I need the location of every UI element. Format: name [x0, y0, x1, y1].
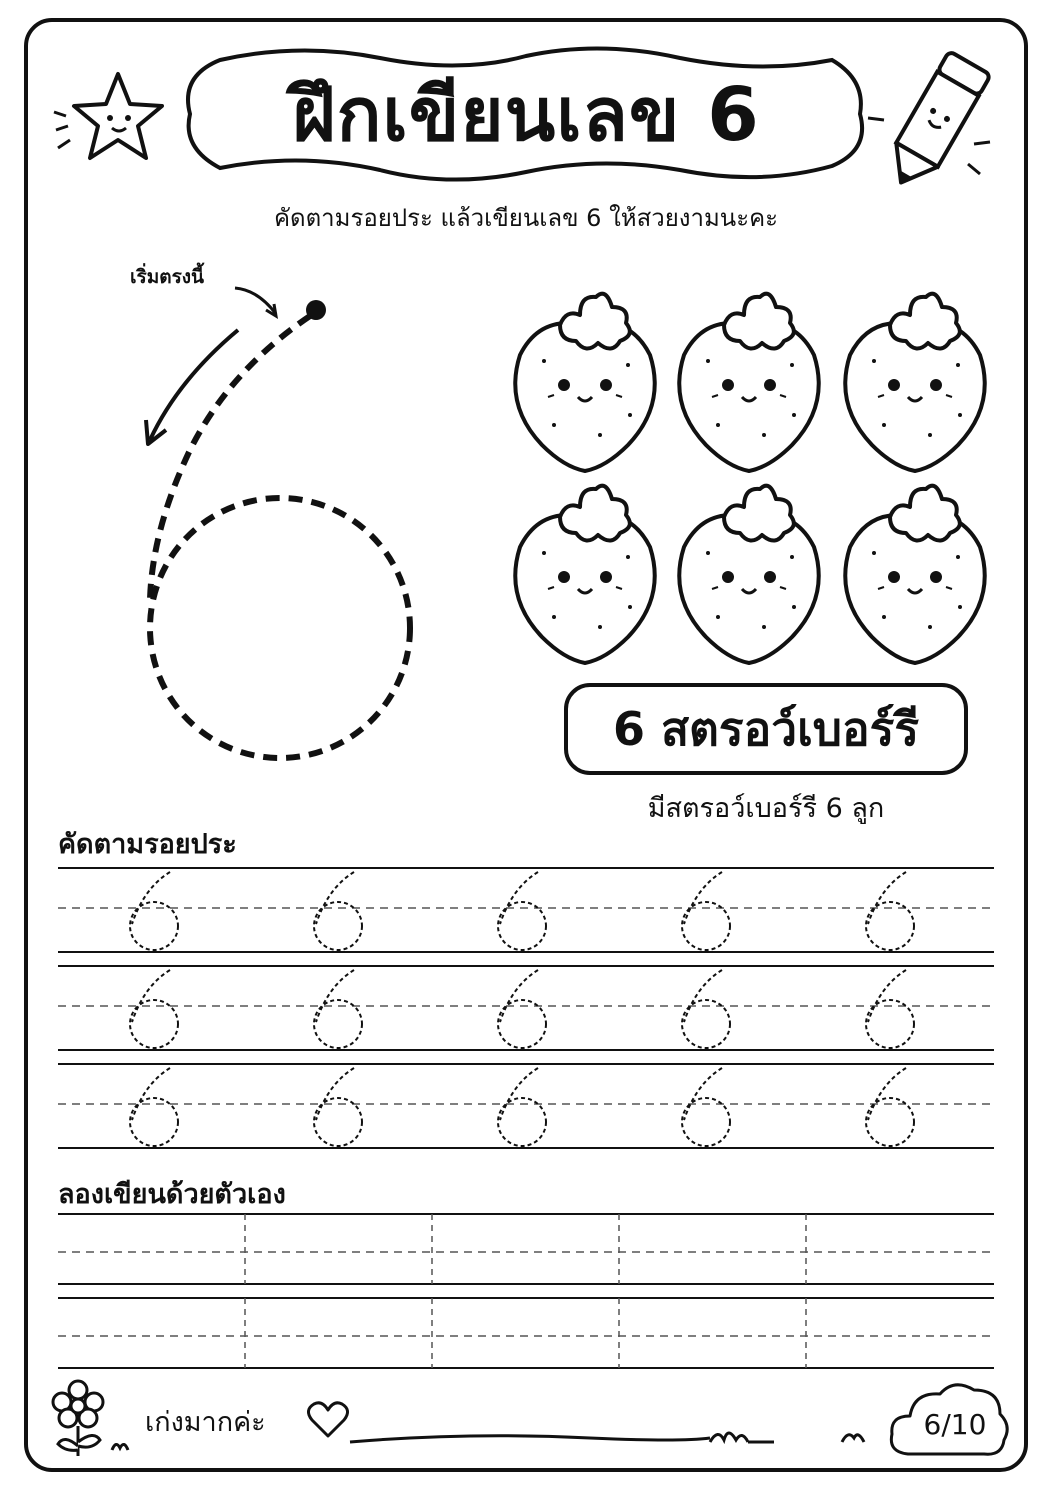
count-sentence: มีสตรอว์เบอร์รี 6 ลูก — [647, 793, 885, 824]
smiling-star-icon — [48, 66, 178, 166]
large-tracing-digit — [130, 280, 430, 780]
praise-text: เก่งมากค่ะ — [145, 1407, 266, 1438]
trace-digit[interactable] — [314, 970, 362, 1048]
ground-line — [350, 1420, 890, 1460]
smiling-pencil-icon — [850, 48, 1000, 198]
trace-section-label: คัดตามรอยประ — [58, 829, 237, 860]
trace-digit[interactable] — [130, 872, 178, 950]
trace-digit[interactable] — [866, 1068, 914, 1146]
page-title: ฝึกเขียนเลข 6 — [292, 72, 760, 158]
trace-practice-area — [58, 860, 994, 1160]
strawberry-group — [510, 285, 1000, 665]
trace-row[interactable] — [58, 966, 994, 1050]
trace-digit[interactable] — [866, 872, 914, 950]
free-writing-row[interactable] — [58, 1298, 994, 1368]
trace-digit[interactable] — [314, 1068, 362, 1146]
start-here-label: เริ่มตรงนี้ — [130, 266, 205, 288]
flower-icon — [50, 1380, 140, 1460]
trace-digit[interactable] — [130, 1068, 178, 1146]
trace-digit[interactable] — [682, 1068, 730, 1146]
count-caption: 6 สตรอว์เบอร์รี — [564, 683, 968, 775]
trace-digit[interactable] — [682, 872, 730, 950]
trace-digit[interactable] — [314, 872, 362, 950]
free-writing-row[interactable] — [58, 1214, 994, 1284]
instruction-text: คัดตามรอยประ แล้วเขียนเลข 6 ให้สวยงามนะคะ — [273, 204, 779, 232]
free-writing-area[interactable] — [58, 1210, 994, 1374]
trace-digit[interactable] — [498, 1068, 546, 1146]
heart-outline-icon — [306, 1400, 350, 1440]
trace-row[interactable] — [58, 1064, 994, 1148]
trace-digit[interactable] — [498, 872, 546, 950]
trace-digit[interactable] — [498, 970, 546, 1048]
trace-digit[interactable] — [682, 970, 730, 1048]
trace-digit[interactable] — [866, 970, 914, 1048]
free-writing-label: ลองเขียนด้วยตัวเอง — [58, 1179, 286, 1210]
trace-row[interactable] — [58, 868, 994, 952]
page-number: 6/10 — [923, 1408, 987, 1441]
trace-digit[interactable] — [130, 970, 178, 1048]
